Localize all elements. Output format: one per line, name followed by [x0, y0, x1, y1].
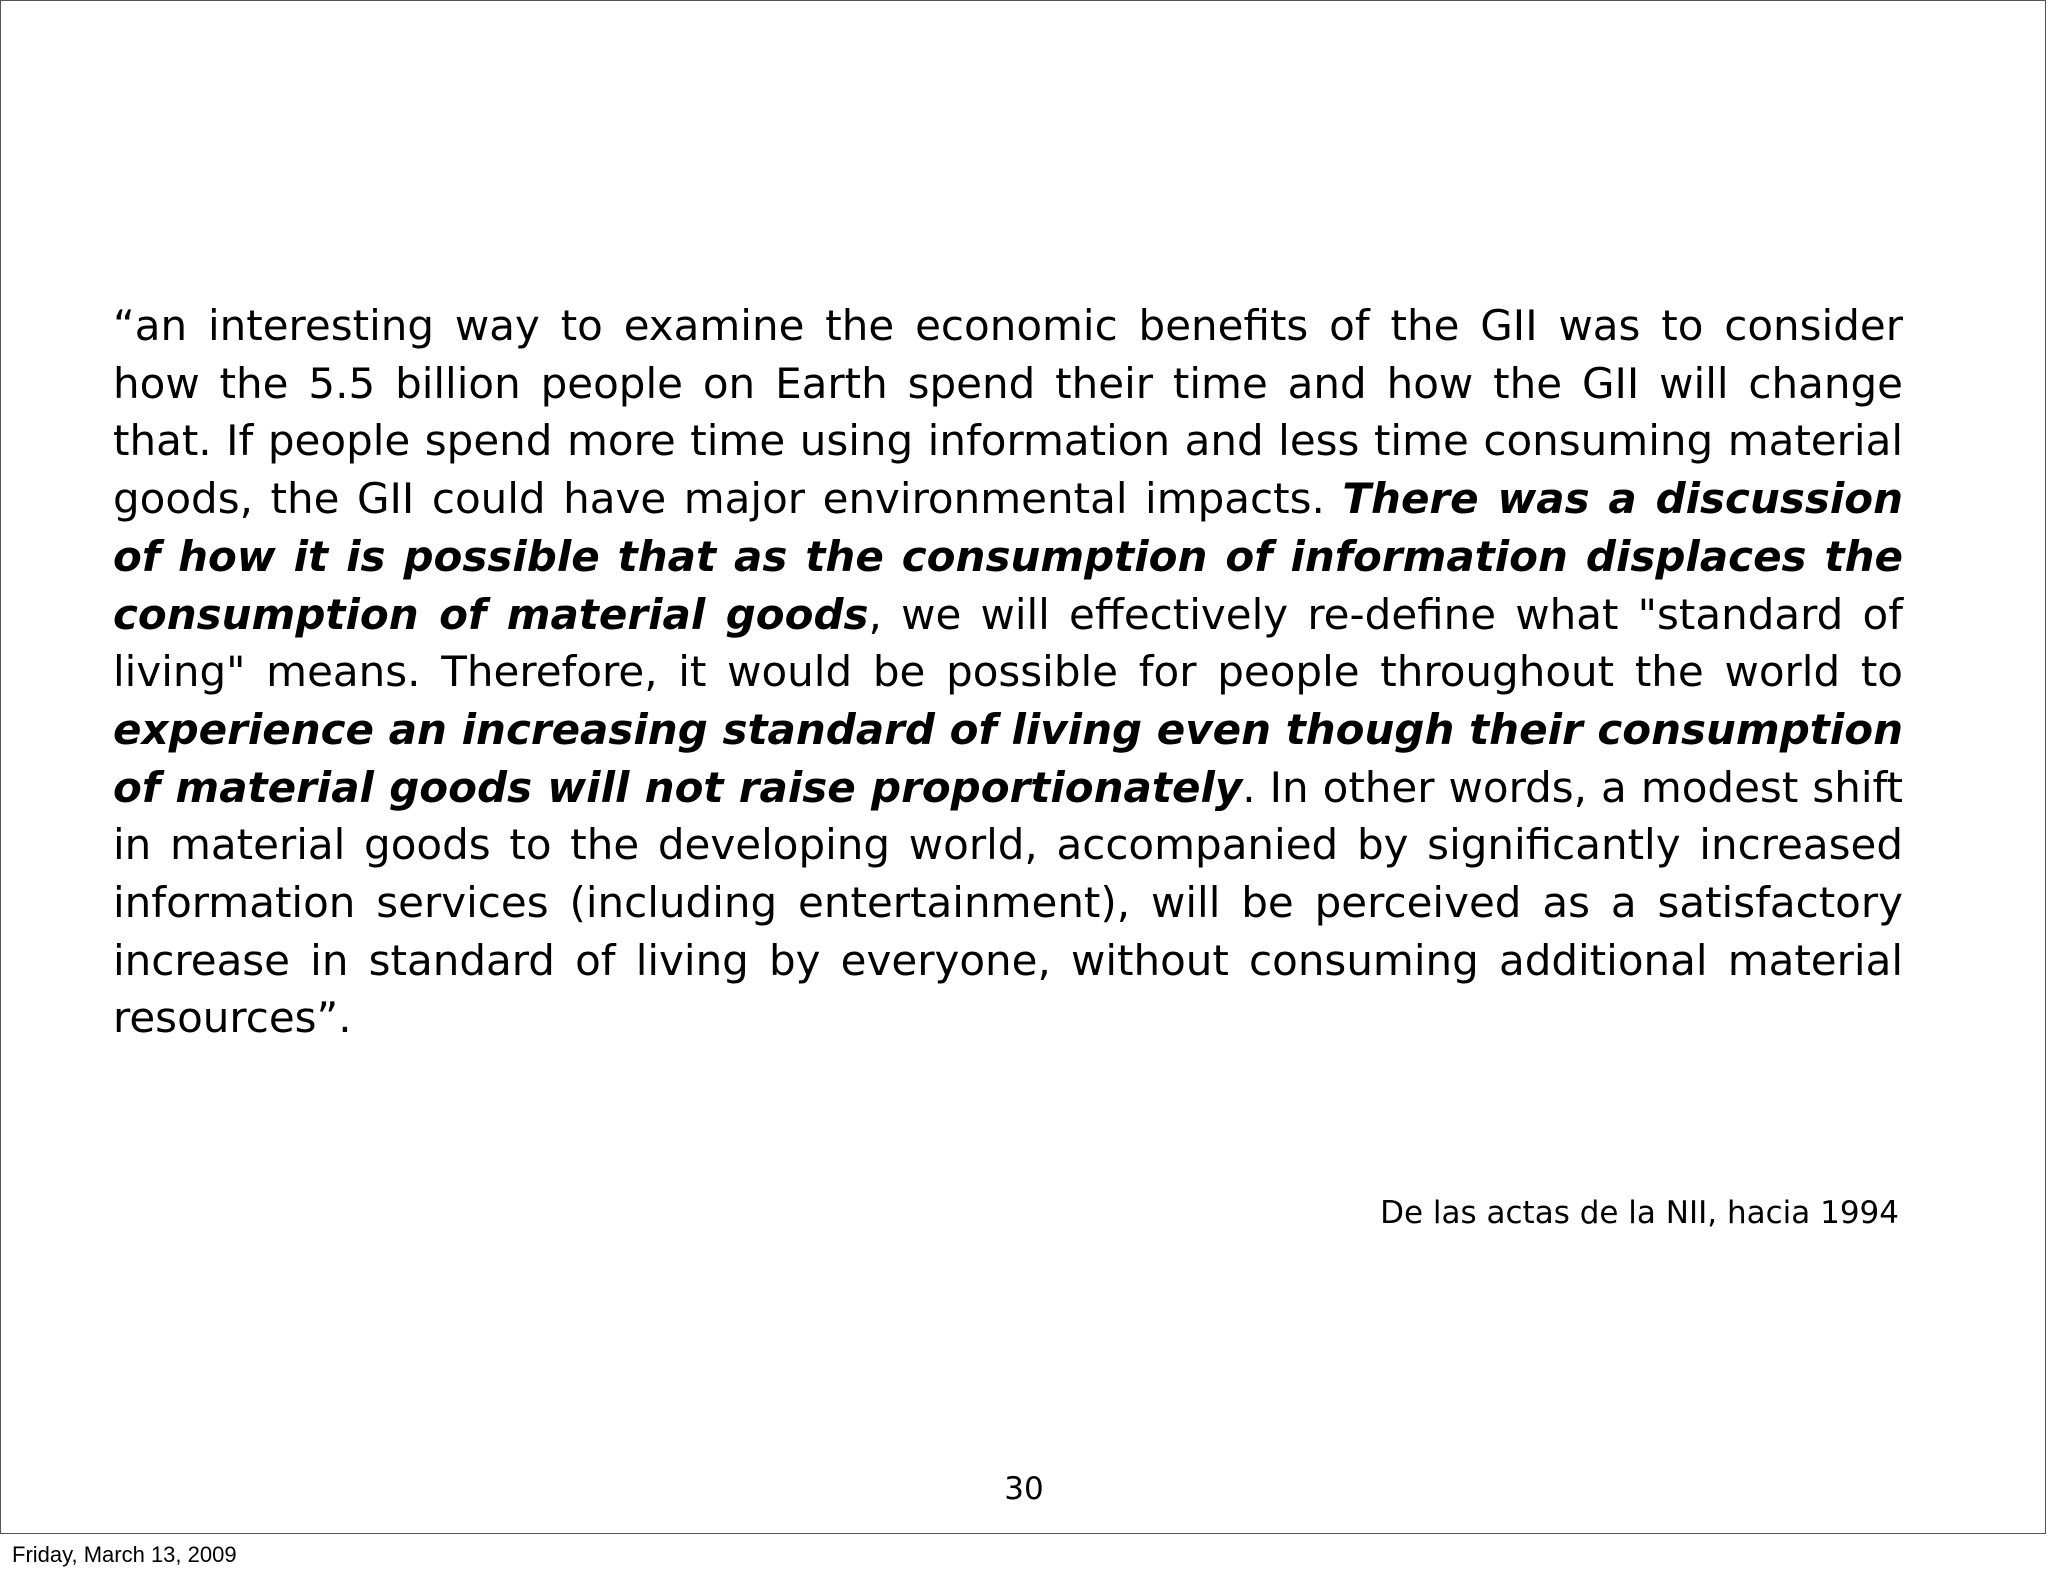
quote-attribution: De las actas de la NII, hacia 1994 — [1380, 1195, 1899, 1231]
page-number: 30 — [1004, 1471, 1044, 1507]
quote-text-part-3: . In other words, a modest shift in material goods to the developing world, accompanied by significantly increased information services (including entertainment), will be perceived as a satisfactory increase in standard of living by everyone, without consuming additional material resources”. — [113, 762, 1903, 1043]
quote-text-part-2: , we will effectively re-define what "standard of living" means. Therefore, it would be possible for people throughout the world to — [113, 589, 1903, 697]
quote-emphasis-1: There was a discussion of how it is possible that as the consumption of information displaces the consumption of material goods — [113, 474, 1903, 639]
quote-paragraph — [113, 297, 1903, 1047]
footer-date: Friday, March 13, 2009 — [12, 1542, 237, 1567]
quote-emphasis-2: experience an increasing standard of living even though their consumption of material goods will not raise proportionately — [113, 704, 1903, 812]
quote-text-part-1: “an interesting way to examine the economic benefits of the GII was to consider how the 5.5 billion people on Earth spend their time and how the GII will change that. If people spend more time using information and less time consuming material goods, the GII could have major environmental impacts. — [113, 301, 1903, 524]
